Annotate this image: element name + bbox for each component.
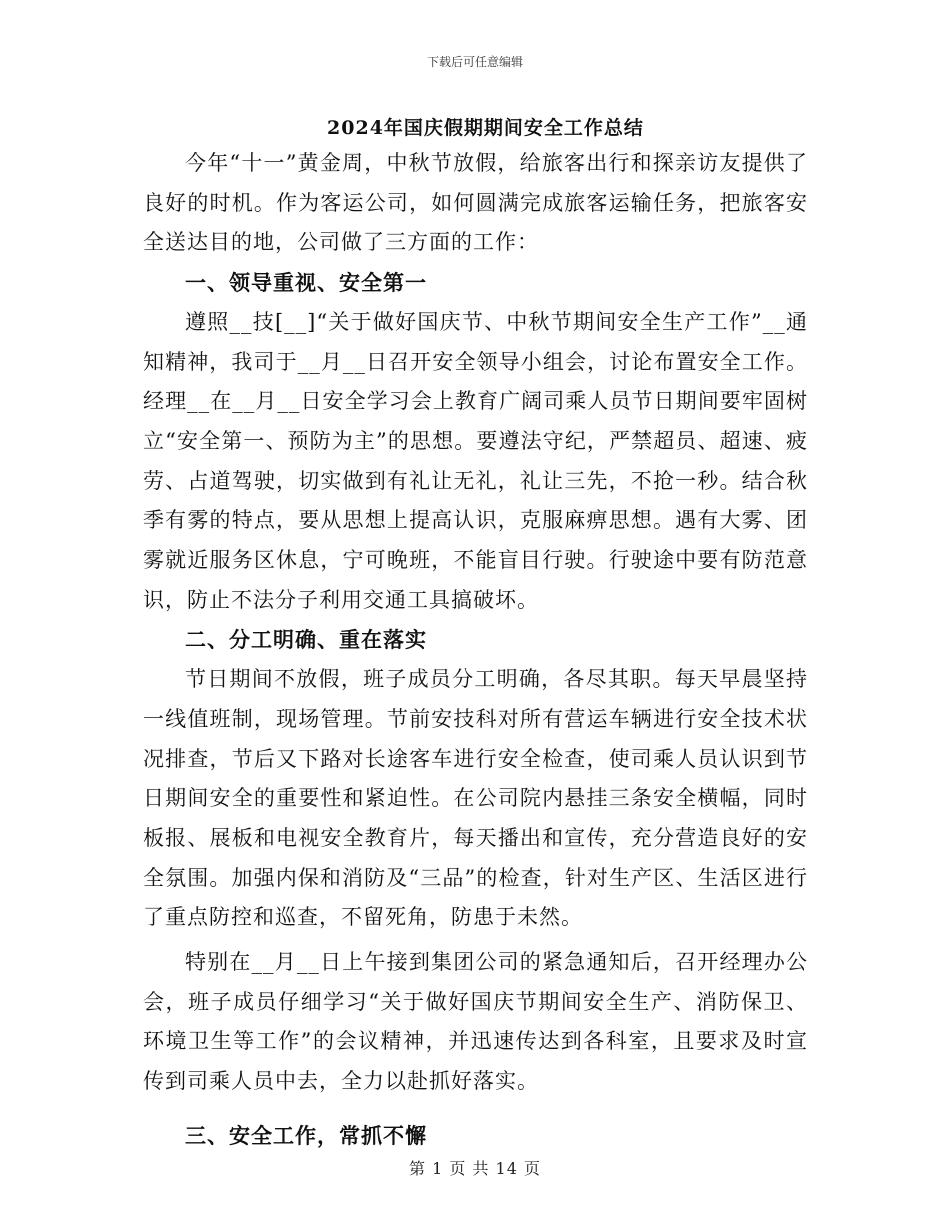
- section-2-heading: 二、分工明确、重在落实: [185, 627, 427, 653]
- section-1-paragraph: 遵照__技[__]“关于做好国庆节、中秋节期间安全生产工作”__通知精神，我司于__月__日召开安全领导小组会，讨论布置安全工作。经理__在__月__日安全学习会上教育广阔司乘人员节日期间要牢固树立“安全第一、预防为主”的思想。要遵法守纪，严禁超员、超速、疲劳、占道驾驶，切实做到有礼让无礼，礼让三先，不抢一秒。结合秋季有雾的特点，要从思想上提高认识，克服麻痹思想。遇有大雾、团雾就近服务区休息，宁可晚班，不能盲目行驶。行驶途中要有防范意识，防止不法分子利用交通工具搞破坏。: [143, 309, 808, 612]
- header-note: 下载后可任意编辑: [426, 55, 523, 69]
- section-1-heading: 一、领导重视、安全第一: [185, 270, 427, 296]
- document-title: 2024年国庆假期期间安全工作总结: [327, 117, 644, 139]
- intro-paragraph: 今年“十一”黄金周，中秋节放假，给旅客出行和探亲访友提供了良好的时机。作为客运公司，如何圆满完成旅客运输任务，把旅客安全送达目的地，公司做了三方面的工作：: [143, 151, 808, 255]
- section-3-heading: 三、安全工作，常抓不懈: [185, 1122, 427, 1148]
- section-2-paragraph-1: 节日期间不放假，班子成员分工明确，各尽其职。每天早晨坚持一线值班制，现场管理。节前安技科对所有营运车辆进行安全技术状况排查，节后又下路对长途客车进行安全检查，使司乘人员认识到节日期间安全的重要性和紧迫性。在公司院内悬挂三条安全横幅，同时板报、展板和电视安全教育片，每天播出和宣传，充分营造良好的安全氛围。加强内保和消防及“三品”的检查，针对生产区、生活区进行了重点防控和巡查，不留死角，防患于未然。: [143, 667, 808, 930]
- section-2-paragraph-2: 特别在__月__日上午接到集团公司的紧急通知后，召开经理办公会，班子成员仔细学习“关于做好国庆节期间安全生产、消防保卫、环境卫生等工作”的会议精神，并迅速传达到各科室，且要求及时宣传到司乘人员中去，全力以赴抓好落实。: [143, 950, 808, 1094]
- document-body: [143, 112, 808, 1156]
- page-number-footer: 第 1 页 共 14 页: [409, 1159, 541, 1178]
